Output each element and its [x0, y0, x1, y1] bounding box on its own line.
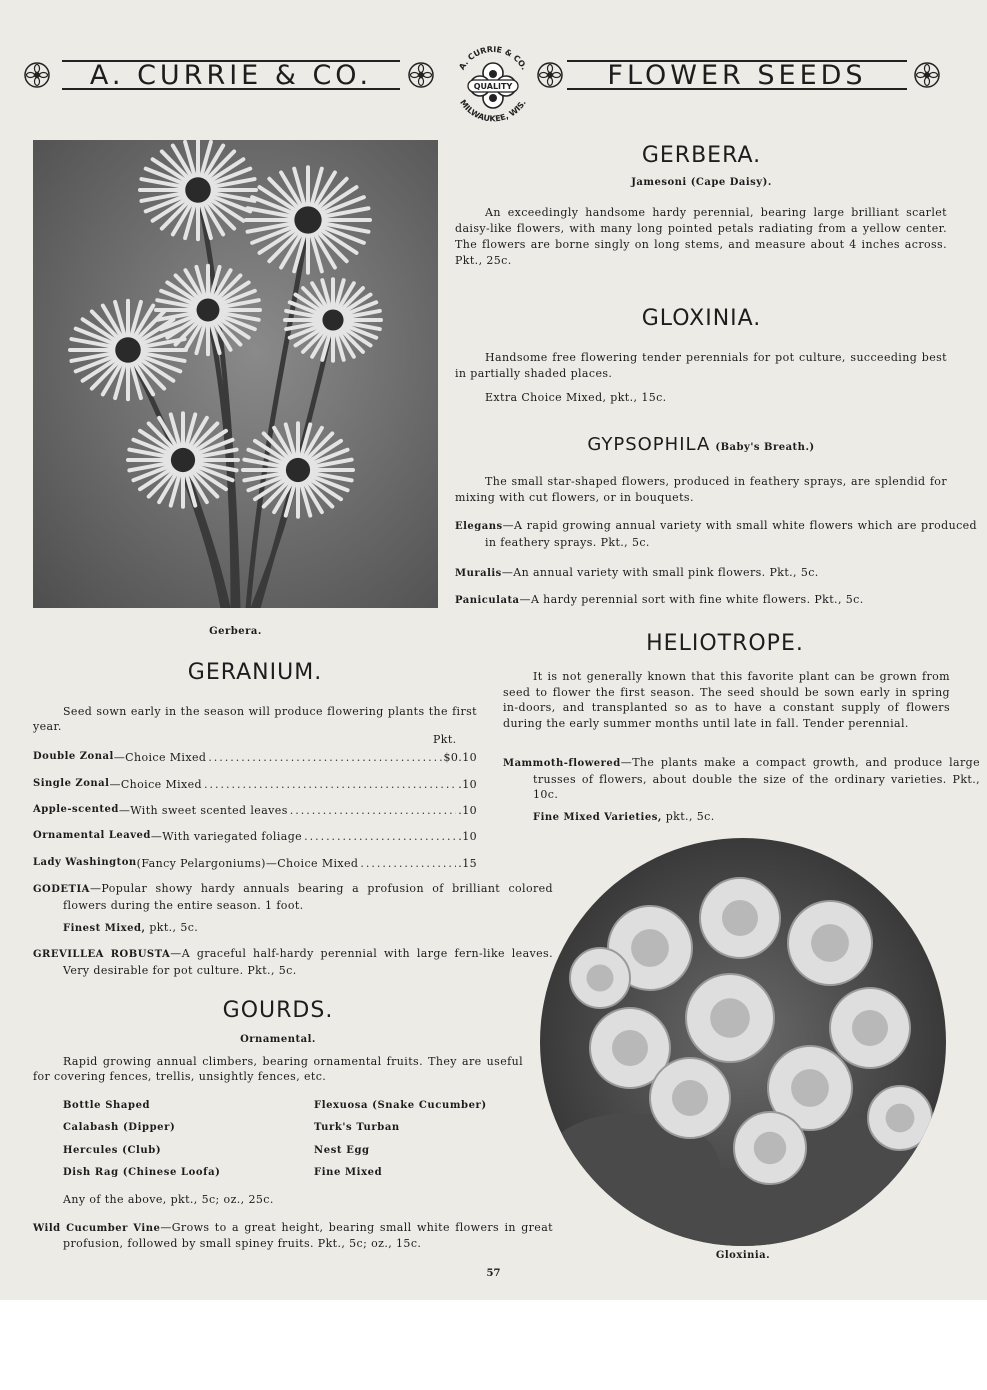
header-company-name: A. CURRIE & CO. — [62, 60, 400, 90]
item-name: Paniculata — [455, 595, 520, 606]
header-section-title: FLOWER SEEDS — [567, 60, 907, 90]
item-price: .15 — [458, 857, 477, 870]
gloxinia-flower — [868, 1086, 932, 1150]
gourd-variety: Hercules (Club) — [63, 1145, 162, 1156]
gourd-variety: Fine Mixed — [314, 1167, 383, 1178]
gourds-description: Rapid growing annual climbers, bearing ornamental fruits. They are useful for covering fences, trellis, unsightly fences, etc. — [33, 1055, 523, 1083]
gourd-variety: Dish Rag (Chinese Loofa) — [63, 1167, 221, 1178]
svg-text:QUALITY: QUALITY — [473, 82, 513, 91]
gerbera-caption: Gerbera. — [209, 626, 262, 637]
item-name: Lady Washington — [33, 857, 137, 868]
gerbera-heading: GERBERA. — [641, 143, 762, 168]
item-text: —A graceful half-hardy perennial with large fern-like leaves. Very desirable for pot culture. Pkt., 5c. — [63, 947, 553, 977]
daisy-flower — [285, 279, 381, 361]
gourds-heading: GOURDS. — [222, 998, 334, 1023]
item-price: .10 — [458, 778, 477, 791]
leader-dots — [208, 751, 441, 764]
svg-text:A. CURRIE & CO.: A. CURRIE & CO. — [457, 44, 529, 72]
godetia-entry — [33, 881, 553, 914]
gypsophila-elegans — [455, 518, 977, 551]
gloxinia-flower — [570, 948, 630, 1008]
gloxinia-photo — [540, 838, 946, 1246]
gerbera-photo — [33, 140, 438, 608]
item-name: Apple-scented — [33, 804, 119, 815]
gourd-variety: Flexuosa (Snake Cucumber) — [314, 1100, 487, 1111]
leader-dots — [360, 857, 456, 870]
gourds-subheading: Ornamental. — [240, 1034, 316, 1045]
item-text: —With variegated foliage — [150, 830, 303, 843]
bottom-margin — [0, 1300, 987, 1390]
gourds-price-note: Any of the above, pkt., 5c; oz., 25c. — [63, 1193, 274, 1206]
gloxinia-description: Handsome free flowering tender perennials for pot culture, succeeding best in partially shaded places. — [455, 351, 947, 380]
pkt-column-label: Pkt. — [433, 733, 457, 746]
item-name: Double Zonal — [33, 751, 114, 762]
item-name: GODETIA — [33, 884, 90, 895]
item-text: pkt., 5c. — [661, 810, 715, 823]
gourd-variety: Nest Egg — [314, 1145, 370, 1156]
gypsophila-common-name: (Baby's Breath.) — [715, 442, 815, 453]
daisy-flower — [128, 413, 238, 507]
page-number: 57 — [486, 1268, 501, 1279]
geranium-heading: GERANIUM. — [187, 660, 323, 685]
gypsophila-description: The small star-shaped flowers, produced in feathery sprays, are splendid for mixing with cut flowers, or in bouquets. — [455, 475, 947, 504]
gourd-variety: Calabash (Dipper) — [63, 1122, 176, 1133]
gloxinia-flower — [686, 974, 774, 1062]
rosette-ornament-icon — [23, 61, 51, 89]
item-text: —Grows to a great height, bearing small white flowers in great profusion, followed by small spiney fruits. Pkt., 5c; oz., 15c. — [63, 1221, 553, 1250]
geranium-row — [33, 751, 477, 764]
heliotrope-fine-mixed — [533, 809, 950, 826]
item-text: —Popular showy hardy annuals bearing a profusion of brilliant colored flowers during the entire season. 1 foot. — [63, 882, 553, 912]
daisy-flower — [246, 167, 370, 272]
item-name: Fine Mixed Varieties, — [533, 812, 662, 823]
godetia-finest-mixed — [63, 920, 523, 937]
item-price: .10 — [458, 830, 477, 843]
gloxinia-flower — [700, 878, 780, 958]
wild-cucumber-entry — [33, 1220, 553, 1251]
leader-dots — [290, 804, 457, 817]
heliotrope-description: It is not generally known that this favorite plant can be grown from seed to flower the first season. The seed should be sown early in spring in-doors, and transplanted so as to have a constant supply of flowers during the early summer months until late in fall. Tender perennial. — [503, 670, 950, 730]
gourd-variety: Bottle Shaped — [63, 1100, 151, 1111]
gypsophila-muralis — [455, 565, 977, 582]
gypsophila-heading-row — [455, 434, 947, 455]
item-name: Mammoth-flowered — [503, 758, 621, 769]
geranium-row — [33, 804, 477, 817]
geranium-row — [33, 830, 477, 843]
rosette-ornament-icon — [913, 61, 941, 89]
gloxinia-flower — [830, 988, 910, 1068]
gloxinia-caption: Gloxinia. — [715, 1250, 771, 1261]
geranium-row — [33, 857, 477, 870]
leader-dots — [204, 778, 456, 791]
daisy-flower — [70, 301, 186, 400]
gerbera-subheading: Jamesoni (Cape Daisy). — [631, 177, 772, 188]
item-text: —Choice Mixed — [109, 778, 202, 791]
gloxinia-flower — [788, 901, 872, 985]
gloxinia-flower — [650, 1058, 730, 1138]
item-text: —A hardy perennial sort with fine white flowers. Pkt., 5c. — [519, 593, 864, 606]
item-name: Single Zonal — [33, 778, 110, 789]
svg-text:MILWAUKEE, WIS.: MILWAUKEE, WIS. — [458, 98, 528, 124]
item-price: $0.10 — [443, 751, 477, 764]
item-name: Finest Mixed, — [63, 923, 146, 934]
grevillea-entry — [33, 946, 553, 979]
item-text: —A rapid growing annual variety with small white flowers which are produced in feathery sprays. Pkt., 5c. — [485, 519, 977, 549]
item-name: Elegans — [455, 521, 503, 532]
item-name: Wild Cucumber Vine — [33, 1223, 161, 1234]
item-name: Ornamental Leaved — [33, 830, 151, 841]
item-text: pkt., 5c. — [145, 921, 199, 934]
heliotrope-mammoth — [503, 755, 980, 803]
geranium-row — [33, 778, 477, 791]
heliotrope-heading: HELIOTROPE. — [646, 631, 804, 656]
item-name: Muralis — [455, 568, 502, 579]
item-text: —With sweet scented leaves — [118, 804, 288, 817]
gypsophila-heading: GYPSOPHILA — [587, 434, 711, 455]
daisy-flower — [140, 141, 256, 240]
gypsophila-paniculata — [455, 592, 977, 609]
quality-seal-logo — [438, 30, 548, 135]
rosette-ornament-icon — [407, 61, 435, 89]
item-price: .10 — [458, 804, 477, 817]
rosette-ornament-icon — [536, 61, 564, 89]
item-text: —Choice Mixed — [113, 751, 207, 764]
gloxinia-extra-mixed: Extra Choice Mixed, pkt., 15c. — [485, 391, 667, 404]
gloxinia-flower — [734, 1112, 806, 1184]
gloxinia-heading: GLOXINIA. — [641, 306, 762, 331]
item-name: GREVILLEA ROBUSTA — [33, 949, 171, 960]
gerbera-description: An exceedingly handsome hardy perennial, bearing large brilliant scarlet daisy-like flowers, with many long pointed petals radiating from a yellow center. The flowers are borne singly on long stems, and measure about 4 inches across. Pkt., 25c. — [455, 206, 947, 267]
gourd-variety: Turk's Turban — [314, 1122, 400, 1133]
item-text: (Fancy Pelargoniums)—Choice Mixed — [136, 857, 359, 870]
item-text: —An annual variety with small pink flowers. Pkt., 5c. — [501, 566, 819, 579]
geranium-description: Seed sown early in the season will produce flowering plants the first year. — [33, 705, 477, 733]
item-text: —The plants make a compact growth, and produce large trusses of flowers, about double the size of the ordinary varieties. Pkt., 10c. — [533, 756, 980, 801]
leader-dots — [304, 830, 456, 843]
